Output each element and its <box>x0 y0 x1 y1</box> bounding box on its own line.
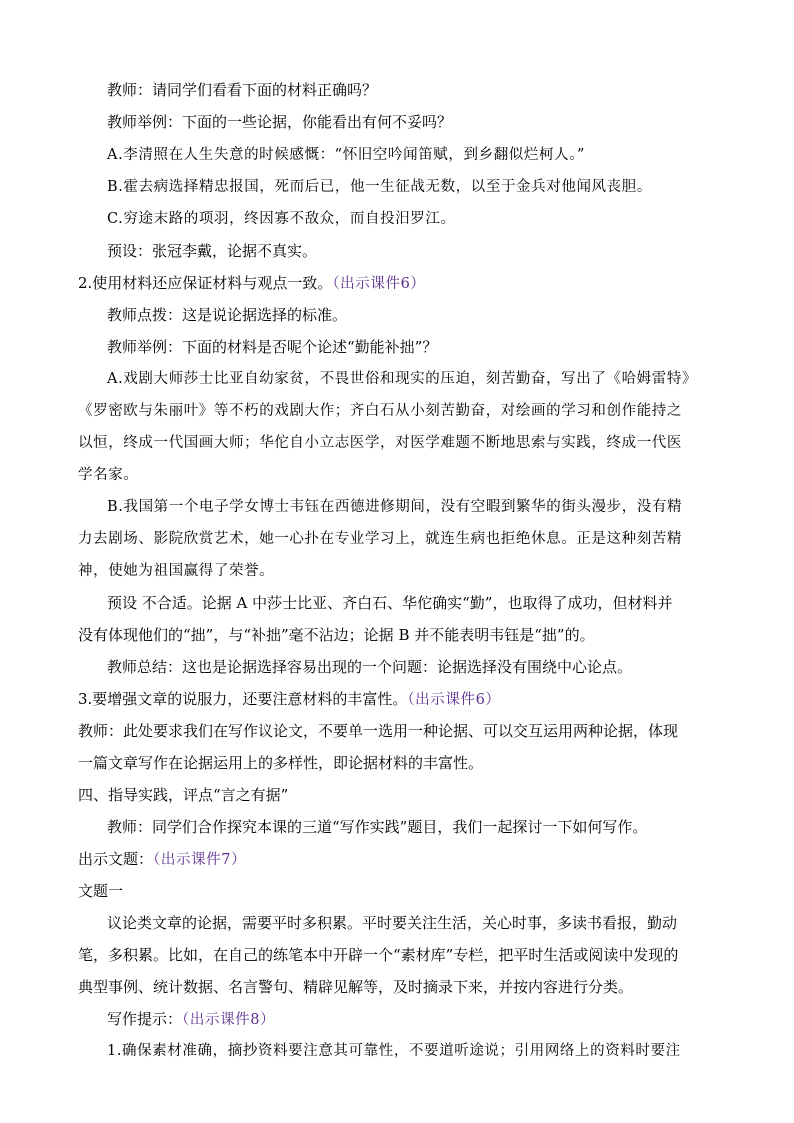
example-c-line: C.穷途末路的项羽，终因寡不敌众，而自投汨罗江。 <box>107 211 456 227</box>
topic-one-line-3: 典型事例、统计数据、名言警句、精辟见解等，及时摘录下来，并按内容进行分类。 <box>78 978 634 996</box>
material-b-line-3: 神，使她为祖国赢得了荣誉。 <box>78 563 275 579</box>
courseware-ref: （出示课件8） <box>182 1012 276 1028</box>
writing-tips-text: 写作提示： <box>107 1010 183 1028</box>
preset-answer-line: 预设：张冠李戴，论据不真实。 <box>107 242 318 260</box>
show-topic-line <box>0 849 794 871</box>
material-a-line-1: A.戏剧大师莎士比亚自幼家贫，不畏世俗和现实的压迫，刻苦勤奋，写出了《哈姆雷特》 <box>107 371 698 387</box>
material-a-line-3: 以恒，终成一代国画大师；华佗自小立志医学，对医学难题不断地思索与实践，终成一代医 <box>78 435 682 451</box>
tip-1-line: 1.确保素材准确，摘抄资料要注意其可靠性，不要道听途说；引用网络上的资料时要注 <box>107 1043 681 1059</box>
teacher-example-line: 教师举例：下面的一些论据，你能看出有何不妥吗？ <box>107 113 453 131</box>
preset-line-2: 没有体现他们的“拙”，与“补拙”毫不沾边；论据 B 并不能表明韦钰是“拙”的。 <box>78 626 595 644</box>
courseware-ref: （出示课件7） <box>153 852 247 868</box>
preset-line-1: 预设 不合适。论据 A 中莎士比亚、齐白石、华佗确实“勤”，也取得了成功，但材料并 <box>107 594 673 612</box>
section-2-text: 2.使用材料还应保证材料与观点一致。 <box>78 274 333 292</box>
teacher-practice-line: 教师：同学们合作探究本课的三道“写作实践”题目，我们一起探讨一下如何写作。 <box>107 818 648 836</box>
show-topic-text: 出示文题： <box>78 850 154 868</box>
writing-tips-line <box>0 1009 794 1031</box>
courseware-ref: （出示课件6） <box>332 276 426 292</box>
teacher-question-line: 教师：请同学们看看下面的材料正确吗？ <box>107 81 378 99</box>
teacher-line-1: 教师：此处要求我们在写作议论文，不要单一选用一种论据、可以交互运用两种论据，体现 <box>78 722 679 740</box>
material-b-line-1: B.我国第一个电子学女博士韦钰在西德进修期间，没有空暇到繁华的街头漫步，没有精 <box>107 499 683 515</box>
teacher-example-line-2: 教师举例：下面的材料是否呢个论述“勤能补拙”？ <box>107 338 438 356</box>
teacher-summary-line: 教师总结：这也是论据选择容易出现的一个问题：论据选择没有围绕中心论点。 <box>107 658 633 676</box>
section-3-heading <box>0 689 794 711</box>
example-b-line: B.霍去病选择精忠报国，死而后已，他一生征战无数，以至于金兵对他闻风丧胆。 <box>107 179 652 195</box>
topic-one-heading: 文题一 <box>78 882 124 900</box>
topic-one-line-1: 议论类文章的论据，需要平时多积累。平时要关注生活，关心时事，多读书看报，勤动 <box>107 914 678 932</box>
teacher-hint-line: 教师点拨：这是说论据选择的标准。 <box>107 306 348 324</box>
section-3-text: 3.要增强文章的说服力，还要注意材料的丰富性。 <box>78 690 408 708</box>
courseware-ref: （出示课件6） <box>407 692 501 708</box>
teacher-line-2: 一篇文章写作在论据运用上的多样性，即论据材料的丰富性。 <box>78 754 484 772</box>
topic-one-line-2: 笔，多积累。比如，在自己的练笔本中开辟一个“素材库”专栏，把平时生活或阅读中发现的 <box>78 946 679 964</box>
example-a-line: A.李清照在人生失意的时候感慨：“怀旧空吟闻笛赋，到乡翻似烂柯人。” <box>107 147 586 163</box>
section-4-heading: 四、指导实践，评点“言之有据” <box>78 786 289 804</box>
material-b-line-2: 力去剧场、影院欣赏艺术，她一心扑在专业学习上，就连生病也拒绝休息。正是这种刻苦精 <box>78 531 682 547</box>
material-a-line-4: 学名家。 <box>78 467 139 483</box>
material-a-line-2: 《罗密欧与朱丽叶》等不朽的戏剧大作；齐白石从小刻苦勤奋，对绘画的学习和创作能持之 <box>78 403 682 419</box>
section-2-heading <box>0 273 794 295</box>
